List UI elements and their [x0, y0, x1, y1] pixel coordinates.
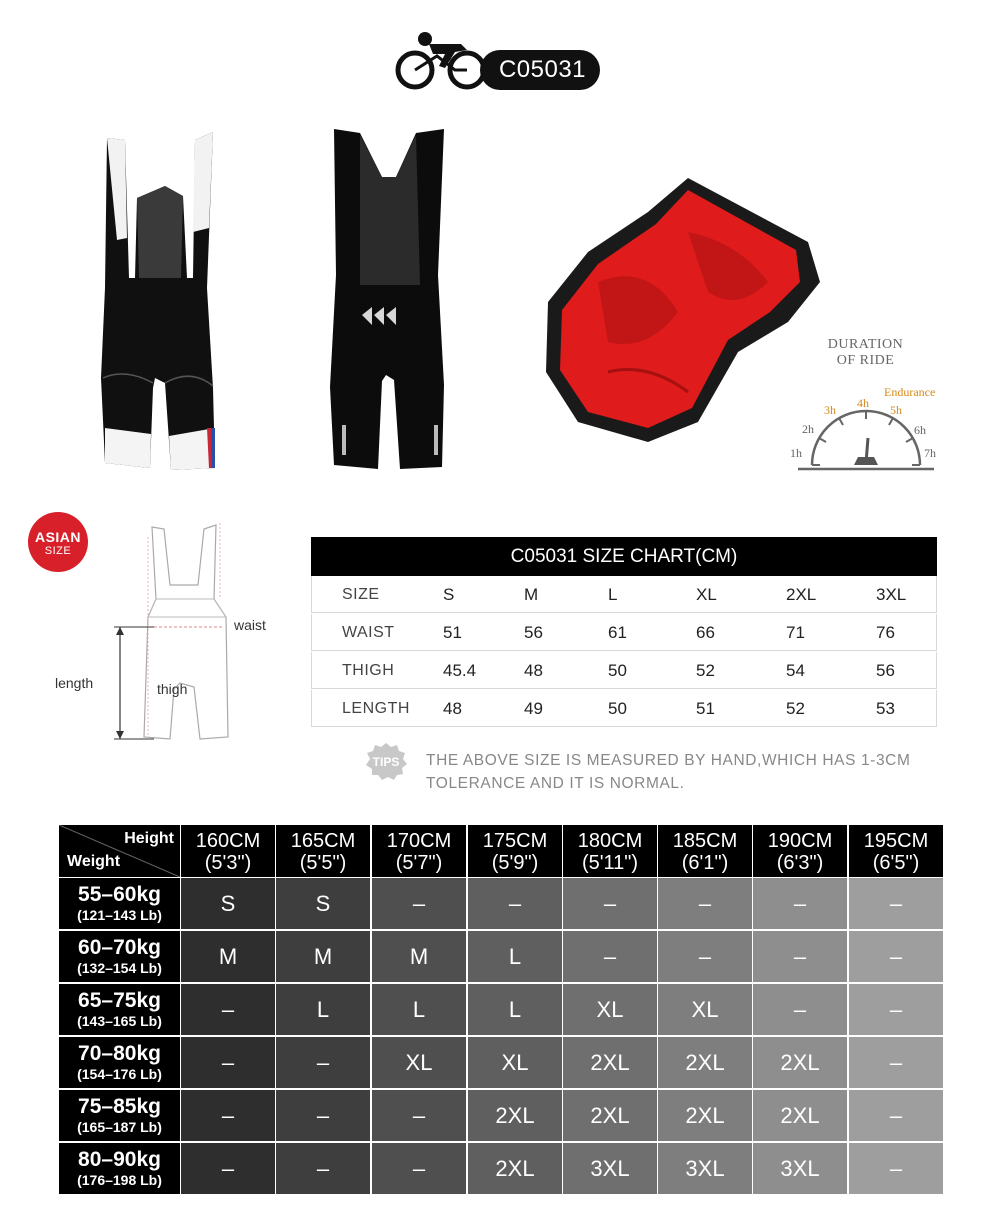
height-ft: (5'7")	[395, 852, 443, 874]
size-chart-cell: 3XL	[876, 585, 907, 604]
weight-row-header	[59, 931, 180, 982]
size-chart-cell: 51	[696, 699, 715, 718]
size-chart-cell: 56	[524, 623, 543, 642]
gauge-endurance-label: Endurance	[884, 385, 936, 399]
height-cm: 165CM	[290, 830, 356, 852]
height-cm: 190CM	[767, 830, 833, 852]
weight-row-header	[59, 1037, 180, 1088]
product-code: C05031	[498, 56, 587, 83]
thigh-label: thigh	[157, 681, 188, 697]
size-chart-cell: M	[524, 585, 539, 604]
size-chart-cell: 50	[608, 699, 627, 718]
size-chart-cell: 45.4	[443, 661, 477, 680]
size-chart-cell: L	[608, 585, 618, 604]
gauge-label-3h: 3h	[824, 403, 836, 417]
size-cell: S	[276, 878, 370, 929]
weight-kg: 55–60kg	[78, 883, 161, 906]
height-column-header	[658, 825, 752, 877]
height-ft: (5'9")	[491, 852, 539, 874]
size-chart-row	[311, 652, 937, 689]
size-cell: –	[276, 1143, 370, 1194]
size-cell: –	[563, 878, 657, 929]
size-chart-cell: 53	[876, 699, 895, 718]
size-cell: –	[181, 1143, 275, 1194]
weight-lb: (176–198 Lb)	[77, 1172, 162, 1188]
size-cell: 3XL	[563, 1143, 657, 1194]
size-cell: –	[276, 1037, 370, 1088]
size-chart-cell: XL	[696, 585, 717, 604]
asian-badge-line1: ASIAN	[34, 529, 82, 545]
gauge-title-line1: DURATION	[827, 337, 904, 352]
height-cm: 180CM	[577, 830, 643, 852]
size-cell: L	[468, 931, 562, 982]
weight-lb: (143–165 Lb)	[77, 1013, 162, 1029]
size-cell: L	[276, 984, 370, 1035]
weight-row-header	[59, 984, 180, 1035]
gauge-label-1h: 1h	[790, 446, 802, 460]
size-cell: M	[372, 931, 466, 982]
size-cell: XL	[563, 984, 657, 1035]
size-chart-cell: 52	[696, 661, 715, 680]
height-column-header	[276, 825, 370, 877]
size-cell: –	[276, 1090, 370, 1141]
size-cell: –	[849, 1143, 943, 1194]
size-chart-row	[311, 576, 937, 613]
corner-weight-label: Weight	[67, 853, 121, 870]
size-cell: –	[372, 1090, 466, 1141]
size-chart-cell: 2XL	[786, 585, 817, 604]
size-cell: 2XL	[468, 1143, 562, 1194]
gauge-label-5h: 5h	[890, 403, 902, 417]
weight-kg: 65–75kg	[78, 989, 161, 1012]
height-cm: 185CM	[672, 830, 738, 852]
size-chart-cell: 61	[608, 623, 627, 642]
height-ft: (5'3")	[204, 852, 252, 874]
gauge-label-7h: 7h	[924, 446, 936, 460]
size-cell: M	[181, 931, 275, 982]
weight-row-header	[59, 1143, 180, 1194]
size-cell: L	[468, 984, 562, 1035]
size-cell: –	[658, 931, 752, 982]
weight-lb: (132–154 Lb)	[77, 960, 162, 976]
size-cell: 2XL	[753, 1090, 847, 1141]
height-cm: 195CM	[863, 830, 929, 852]
bib-shorts-front-image	[95, 128, 225, 473]
gauge-title-line2: OF RIDE	[836, 353, 895, 368]
height-ft: (5'5")	[299, 852, 347, 874]
size-chart-cell: 54	[786, 661, 805, 680]
corner-height-label: Height	[124, 830, 174, 847]
size-chart-cell: 76	[876, 623, 895, 642]
weight-kg: 75–85kg	[78, 1095, 161, 1118]
size-cell: L	[372, 984, 466, 1035]
height-cm: 170CM	[386, 830, 452, 852]
size-cell: S	[181, 878, 275, 929]
height-ft: (6'3")	[776, 852, 824, 874]
size-chart-cell: 71	[786, 623, 805, 642]
size-chart-row-label: LENGTH	[342, 700, 410, 717]
height-ft: (6'5")	[872, 852, 920, 874]
size-cell: 2XL	[658, 1090, 752, 1141]
size-cell: 2XL	[563, 1090, 657, 1141]
size-cell: –	[372, 878, 466, 929]
length-label: length	[55, 675, 94, 691]
size-cell: 2XL	[658, 1037, 752, 1088]
tips-text: THE ABOVE SIZE IS MEASURED BY HAND,WHICH HAS 1-3CM TOLERANCE AND IT IS NORMAL.	[426, 752, 911, 792]
size-cell: –	[181, 1090, 275, 1141]
asian-size-badge	[28, 512, 88, 572]
size-chart-cell: 50	[608, 661, 627, 680]
gauge-label-2h: 2h	[802, 422, 814, 436]
size-cell: XL	[658, 984, 752, 1035]
size-cell: –	[849, 878, 943, 929]
height-column-header	[468, 825, 562, 877]
size-cell: 2XL	[563, 1037, 657, 1088]
height-ft: (6'1")	[681, 852, 729, 874]
height-column-header	[849, 825, 943, 877]
height-column-header	[372, 825, 466, 877]
gauge-title	[808, 337, 923, 369]
size-cell: –	[849, 931, 943, 982]
size-chart-row	[311, 690, 937, 727]
size-cell: –	[181, 984, 275, 1035]
duration-gauge	[780, 383, 950, 478]
height-cm: 160CM	[195, 830, 261, 852]
product-code-badge	[395, 30, 610, 92]
height-column-header	[181, 825, 275, 877]
chamois-pad-image	[538, 172, 820, 447]
bib-shorts-back-image	[320, 125, 460, 473]
size-chart-row-label: WAIST	[342, 624, 395, 641]
asian-badge-line2: SIZE	[44, 545, 72, 557]
size-cell: –	[658, 878, 752, 929]
height-cm: 175CM	[482, 830, 548, 852]
size-cell: –	[849, 1037, 943, 1088]
size-chart-cell: 66	[696, 623, 715, 642]
size-cell: –	[372, 1143, 466, 1194]
size-cell: XL	[372, 1037, 466, 1088]
height-column-header	[753, 825, 847, 877]
waist-label: waist	[234, 617, 266, 633]
gauge-label-4h: 4h	[857, 396, 869, 410]
weight-kg: 60–70kg	[78, 936, 161, 959]
weight-lb: (121–143 Lb)	[77, 907, 162, 923]
size-chart-cell: 48	[524, 661, 543, 680]
size-cell: 2XL	[753, 1037, 847, 1088]
height-column-header	[563, 825, 657, 877]
size-cell: –	[753, 931, 847, 982]
height-ft: (5'11")	[581, 852, 639, 874]
weight-kg: 70–80kg	[78, 1042, 161, 1065]
size-cell: XL	[468, 1037, 562, 1088]
size-chart-cell: 52	[786, 699, 805, 718]
weight-row-header	[59, 1090, 180, 1141]
size-cell: 3XL	[658, 1143, 752, 1194]
gauge-label-6h: 6h	[914, 423, 926, 437]
weight-kg: 80–90kg	[78, 1148, 161, 1171]
size-cell: –	[181, 1037, 275, 1088]
size-cell: –	[849, 1090, 943, 1141]
size-cell: –	[753, 878, 847, 929]
size-cell: –	[468, 878, 562, 929]
size-chart-cell: S	[443, 585, 455, 604]
size-chart-title: C05031 SIZE CHART(CM)	[311, 537, 937, 576]
tips-icon-label: TIPS	[372, 755, 400, 769]
size-cell: M	[276, 931, 370, 982]
size-chart-cell: 56	[876, 661, 895, 680]
size-chart-cell: 48	[443, 699, 462, 718]
tips-icon	[364, 741, 408, 781]
size-cell: 3XL	[753, 1143, 847, 1194]
size-chart-row	[311, 614, 937, 651]
size-chart-cell: 49	[524, 699, 543, 718]
size-chart-row-label: SIZE	[342, 586, 380, 603]
table-corner	[59, 825, 180, 877]
weight-row-header	[59, 878, 180, 929]
size-cell: –	[563, 931, 657, 982]
size-chart-row-label: THIGH	[342, 662, 395, 679]
weight-lb: (165–187 Lb)	[77, 1119, 162, 1135]
size-cell: –	[753, 984, 847, 1035]
weight-lb: (154–176 Lb)	[77, 1066, 162, 1082]
size-chart-cell: 51	[443, 623, 462, 642]
size-cell: –	[849, 984, 943, 1035]
size-cell: 2XL	[468, 1090, 562, 1141]
measurement-diagram	[110, 517, 240, 747]
